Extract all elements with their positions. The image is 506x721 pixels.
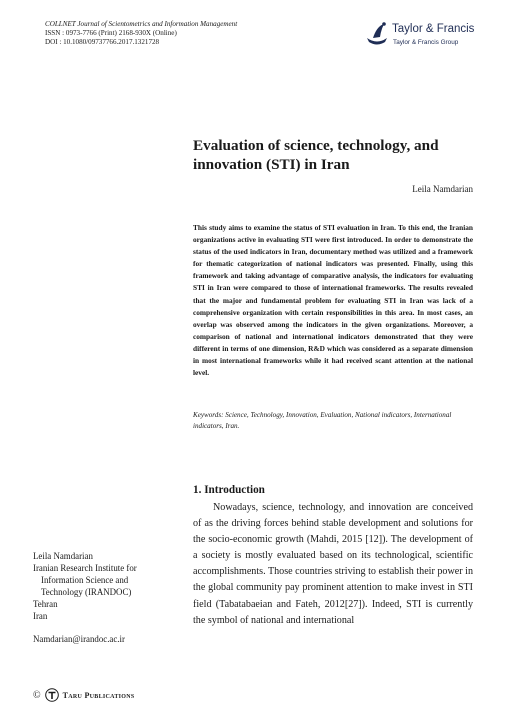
footer <box>33 687 135 703</box>
article-title-line-1: Evaluation of science, technology, and <box>193 137 439 154</box>
abstract: This study aims to examine the status of STI evaluation in Iran. To this end, the Iranian organizations active in evaluating STI were first introduced. In order to demonstrate the status of the used indicators in Iran, documentary method was utilized and a framework for thematic categorization of national indicators was presented. Finally, using this framework and taking advantage of comparative analysis, the indicators for evaluating STI in Iran were compared to those of international frameworks. The results revealed that the major and fundamental problem for evaluating STI in Iran was lack of a comprehensive organization with certain responsibilities in this area. In most cases, an overlap was observed among the indicators in the given organizations. Moreover, a comparison of national and international indicators demonstrated that they were different in terms of one dimension, R&D which was considered as a separate dimension in most international frameworks while it had received scant attention at the national level. <box>193 223 473 378</box>
affiliation-country: Iran <box>33 611 48 621</box>
journal-doi: DOI : 10.1080/09737766.2017.1321728 <box>45 38 160 46</box>
affiliation-institute-line-1: Iranian Research Institute for <box>33 563 137 573</box>
lamp-icon <box>364 18 390 48</box>
copyright-symbol: © <box>33 689 41 701</box>
affiliation-institute-line-3: Technology (IRANDOC) <box>41 587 132 597</box>
intro-paragraph: Nowadays, science, technology, and innovation are conceived of as the driving forces behind stable development and solutions for the socio-economic growth (Mahdi, 2015 [12]). The development of a society is mostly evaluated based on its technological, scientific accomplishments. Those countries striving to establish their power in the global community pay prominent attention to make invest in STI field (Tabatabaeian and Fateh, 2012[27]). Indeed, STI is currently the symbol of national and international <box>193 502 473 626</box>
affiliation-name: Leila Namdarian <box>33 551 93 561</box>
section-heading: 1. Introduction <box>193 484 265 496</box>
article-title <box>193 136 473 174</box>
affiliation-city: Tehran <box>33 599 58 609</box>
author-affiliation <box>33 550 183 645</box>
affiliation-email: Namdarian@irandoc.ac.ir <box>33 634 125 644</box>
keywords: Keywords: Science, Technology, Innovation, Evaluation, National indicators, International indicators, Iran. <box>193 411 452 430</box>
affiliation-institute-line-2: Information Science and <box>41 575 129 585</box>
journal-issn: ISSN : 0973-7766 (Print) 2168-930X (Online) <box>45 29 177 37</box>
author-name: Leila Namdarian <box>412 184 473 194</box>
journal-info <box>45 20 345 47</box>
publisher-group: Taylor & Francis Group <box>393 39 459 46</box>
article-title-line-2: innovation (STI) in Iran <box>193 156 350 173</box>
publisher-logo <box>364 18 489 52</box>
taru-logo-icon <box>45 688 59 702</box>
publisher-footer-text: Taru Publications <box>62 690 135 700</box>
journal-title: COLLNET Journal of Scientometrics and Information Management <box>45 20 238 28</box>
publisher-name: Taylor & Francis <box>392 23 475 35</box>
